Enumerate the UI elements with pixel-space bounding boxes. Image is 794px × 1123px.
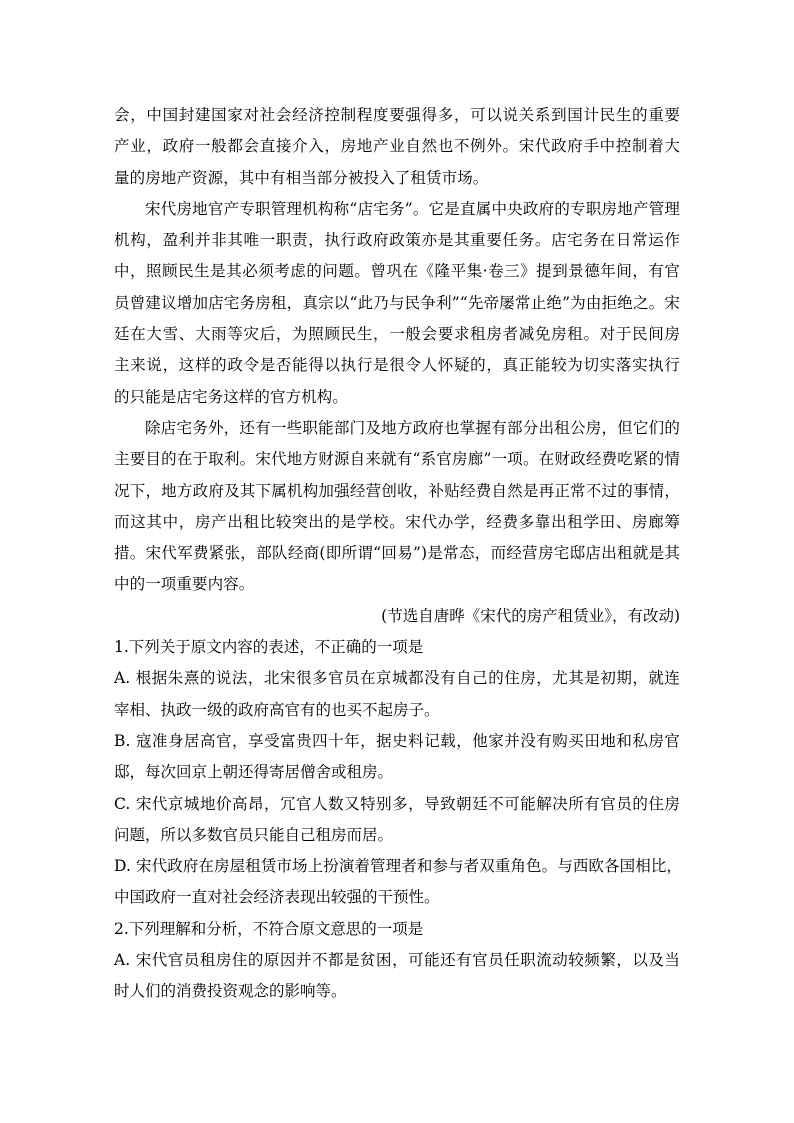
paragraph-1 [114,100,680,194]
text-line: 中，照顾民生是其必须考虑的问题。曾巩在《隆平集·卷三》提到景德年间，有官 [114,262,680,281]
text-line: 除店宅务外，还有一些职能部门及地方政府也掌握有部分出租公房，但它们的 [145,418,680,437]
option-a[interactable] [114,663,680,726]
text-line: 宋代房地官产专职管理机构称“店宅务”。它是直属中央政府的专职房地产管理 [145,199,680,218]
text-line: 产业，政府一般都会直接介入，房地产业自然也不例外。宋代政府手中控制着大 [114,137,680,156]
text-line: 主要目的在于取利。宋代地方财源自来就有“系官房廊”一项。在财政经费吃紧的情 [114,450,680,469]
text-line: 员曾建议增加店宅务房租，真宗以“此乃与民争利”“先帝屡常止绝”为由拒绝之。宋 [114,293,680,312]
option-c[interactable] [114,789,680,852]
text-line: 而这其中，房产出租比较突出的是学校。宋代办学，经费多靠出租学田、房廊筹 [114,512,680,531]
text-line: 中的一项重要内容。 [114,575,255,594]
text-line: 会，中国封建国家对社会经济控制程度要强得多，可以说关系到国计民生的重要 [114,106,680,124]
text-line: 廷在大雪、大雨等灾后，为照顾民生，一般会要求租房者减免房租。对于民间房 [114,325,680,344]
option-text: A. 根据朱熹的说法，北宋很多官员在京城都没有自己的住房，尤其是初期，就连 [114,669,680,688]
source-citation: (节选自唐晔《宋代的房产租赁业》，有改动) [381,606,680,625]
option-d[interactable] [114,851,683,914]
option-text: C. 宋代京城地价高昂，冗官人数又特别多，导致朝廷不可能解决所有官员的住房 [114,794,680,813]
text-line: 量的房地产资源，其中有相当部分被投入了租赁市场。 [114,168,489,187]
option-text: A. 宋代官员租房住的原因并不都是贫困，可能还有官员任职流动较频繁，以及当 [114,951,680,970]
paragraph-2 [114,194,680,413]
question-2 [114,914,680,1008]
option-b[interactable] [114,726,680,789]
option-text: 宰相、执政一级的政府高官有的也买不起房子。 [114,700,440,719]
option-text: 邸，每次回京上朝还得寄居僧舍或租房。 [114,763,394,782]
paragraph-3 [114,413,680,601]
text-line: 主来说，这样的政令是否能得以执行是很令人怀疑的，真正能较为切实落实执行 [114,356,680,375]
question-1 [114,632,683,914]
question-stem: 1.下列关于原文内容的表述，不正确的一项是 [114,638,424,657]
option-text: 中国政府一直对社会经济表现出较强的干预性。 [114,888,440,907]
question-stem: 2.下列理解和分析，不符合原文意思的一项是 [114,919,424,938]
option-text: 问题，所以多数官员只能自己租房而居。 [114,825,394,844]
option-a[interactable] [114,945,680,1008]
text-line: 机构，盈利并非其唯一职责，执行政府政策亦是其重要任务。店宅务在日常运作 [114,231,680,250]
option-text: D. 宋代政府在房屋租赁市场上扮演着管理者和参与者双重角色。与西欧各国相比， [114,857,683,876]
text-line: 措。宋代军费紧张，部队经商(即所谓“回易”)是常态，而经营房宅邸店出租就是其 [114,544,680,563]
text-line: 的只能是店宅务这样的官方机构。 [114,387,349,406]
option-text: 时人们的消费投资观念的影响等。 [114,982,347,1001]
text-line: 况下，地方政府及其下属机构加强经营创收，补贴经费自然是再正常不过的事情， [114,481,680,500]
option-text: B. 寇准身居高官，享受富贵四十年，据史料记载，他家并没有购买田地和私房官 [114,731,680,750]
